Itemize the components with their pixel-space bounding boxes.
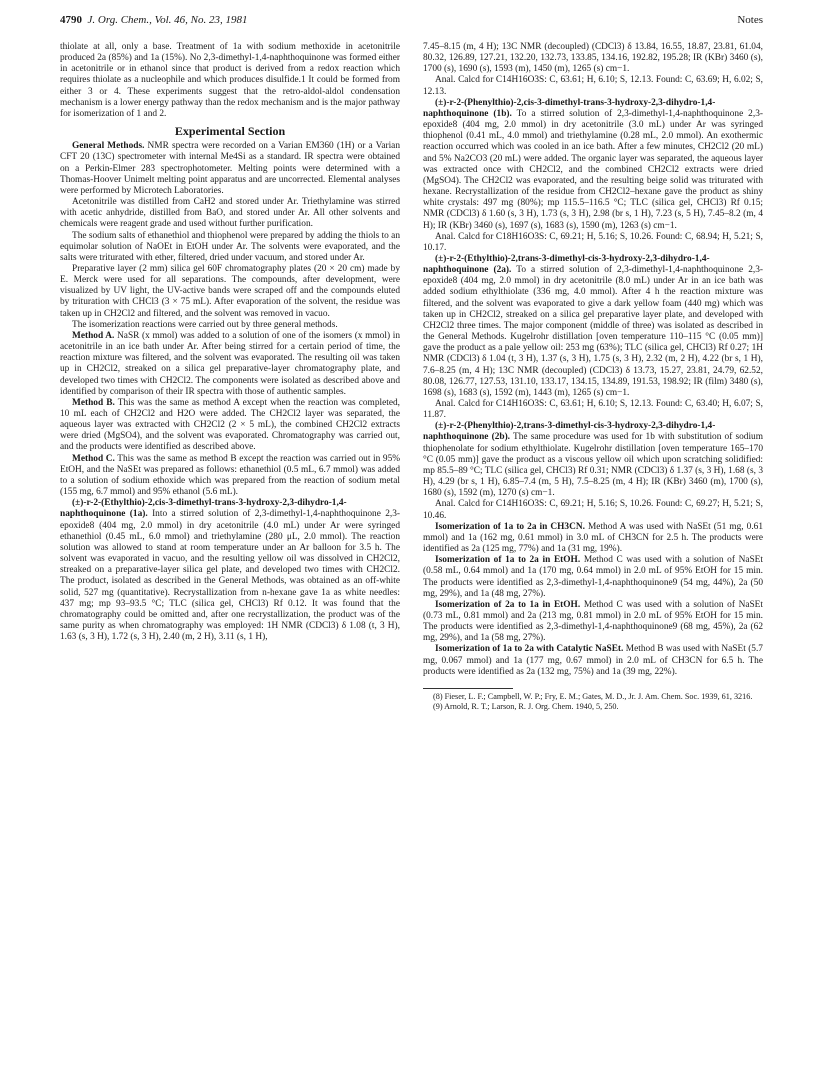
footnote-8: (8) Fieser, L. F.; Campbell, W. P.; Fry, E. M.; Gates, M. D., Jr. J. Am. Chem. Soc. 1939, 61, 3216. bbox=[433, 691, 753, 701]
paragraph-body: NaSR (x mmol) was added to a solution of one of the isomers (x mmol) in acetonitrile in an ice bath under Ar. After being stirred for a certain period of time, the reaction mixture was filtered, and the solvent was evaporated. The resulting oil was taken up in CH2Cl2, streaked on a silica gel preparative-layer chromatography plate, and developed two times with CH2Cl2. The components were isolated as described above and identified by comparison of their IR spectra with those of authentic samples. bbox=[60, 330, 401, 397]
paragraph-heading: Method A. bbox=[72, 330, 115, 341]
compound-1a-paragraph bbox=[60, 498, 400, 643]
analysis-1a: Anal. Calcd for C14H16O3S: C, 63.61; H, 6.10; S, 12.13. Found: C, 63.69; H, 6.02; S, 12.13. bbox=[423, 75, 763, 97]
running-head bbox=[60, 14, 248, 26]
footnote-divider bbox=[423, 688, 513, 689]
paragraph-body: To a stirred solution of 2,3-dimethyl-1,4-naphthoquinone 2,3-epoxide8 (404 mg, 2.0 mmol) in dry acetonitrile (8.0 mL) under Ar in an ice bath was added sodium ethylthiolate (336 mg, 4.0 mmol). After 4 h the reaction mixture was filtered, and the solvent was evaporated to give a dark yellow foam (440 mg) which was taken up in CH2Cl2, streaked on a silica gel preparative layer plate, and developed with CH2Cl2 three times. The major component (middle of three) was isolated as described in the General Methods. Kugelrohr distillation [oven temperature 110–115 °C (0.05 mm)] gave the product as a pale yellow oil: 253 mg (63%); TLC (silica gel, CHCl3) Rf 0.27; 1H NMR (CDCl3) δ 1.04 (t, 3 H), 1.37 (s, 3 H), 1.75 (s, 3 H), 2.32 (m, 2 H), 4.22 (br s, 1 H), 7.6–8.25 (m, 4 H); 13C NMR (decoupled) (CDCl3) δ 13.73, 15.27, 23.81, 24.79, 62.52, 80.08, 126.77, 127.53, 131.10, 133.17, 134.15, 134.89, 191.53, 198.92; IR (film) 3480 (s), 1698 (s), 1683 (s), 1592 (m), 1443 (m), 1265 (s) cm−1. bbox=[423, 265, 764, 398]
paragraph-body: Method C was used with a solution of NaSEt (0.73 mL, 0.81 mmol) and 2a (213 mg, 0.81 mmol) in 2.0 mL of 95% EtOH for 15 min. The products were identified as 2,3-dimethyl-1,4-naphthoquinone9 (68 mg, 45%), 2a (62 mg, 29%), and 1a (58 mg, 27%). bbox=[423, 599, 763, 644]
paragraph-body: This was the same as method B except the reaction was carried out in 95% EtOH, and the NaSEt was prepared as follows: ethanethiol (0.5 mL, 6.7 mmol) was added to a solution of sodium ethoxide which was prepared from the reaction of sodium metal (155 mg, 6.7 mmol) and 95% ethanol (5.6 mL). bbox=[60, 453, 401, 498]
paragraph-heading: Isomerization of 1a to 2a with Catalytic NaSEt. bbox=[435, 644, 624, 655]
compound-heading: (±)-r-2-(Ethylthio)-2,cis-3-dimethyl-trans-3-hydroxy-2,3-dihydro-1,4-naphthoquinone (1a). bbox=[60, 498, 347, 520]
paragraph-body: To a stirred solution of 2,3-dimethyl-1,4-naphthoquinone 2,3-epoxide8 (404 mg, 2.0 mmol) in dry acetonitrile (3.0 mL) under Ar was syringed thiophenol (0.41 mL, 4.0 mmol) and triethylamine (0.28 mL, 2.0 mmol). An exothermic reaction occurred which was cooled in an ice bath. After a few minutes, CH2Cl2 (20 mL) and 5% Na2CO3 (20 mL) were added. The organic layer was separated, the aqueous layer was extracted once with CH2Cl2, and the combined CH2Cl2 extracts were dried (MgSO4). The CH2Cl2 was evaporated, and the resulting beige solid was triturated with hexane. Recrystallization of the residue from CH2Cl2–hexane gave the product as shiny white crystals: 497 mg (80%); mp 115.5–116.5 °C; TLC (silica gel, CHCl3) Rf 0.15; NMR (CDCl3) δ 1.60 (s, 3 H), 1.73 (s, 3 H), 2.98 (br s, 1 H), 7.23 (s, 5 H), 7.45–8.2 (m, 4 H); IR (KBr) 3460 (s), 1697 (s), 1683 (s), 1590 (m), 1263 (s) cm−1. bbox=[423, 108, 763, 231]
paragraph-body: This was the same as method A except when the reaction was completed, 10 mL each of CH2Cl2 and H2O were added. The CH2Cl2 layer was separated, the aqueous layer was extracted with CH2Cl2 (2 × 5 mL), the combined CH2Cl2 extracts were dried (MgSO4), and the solvent was evaporated. Chromatography was carried out, and the products were identified as described above. bbox=[60, 397, 400, 453]
page-number: 4790 bbox=[60, 14, 82, 26]
footnote-9: (9) Arnold, R. T.; Larson, R. J. Org. Chem. 1940, 5, 250. bbox=[433, 701, 619, 711]
preparative-layer-paragraph: Preparative layer (2 mm) silica gel 60F chromatography plates (20 × 20 cm) made by E. Merck were used for all separations. The compounds, after development, were visualized by UV light, the UV-active bands were scraped off and the compounds eluted by trituration with CHCl3 (3 × 75 mL). After evaporation of the solvent, the residue was taken up in CH2Cl2 and filtered, and the solvent was removed in vacuo. bbox=[60, 263, 400, 319]
isomerization-3-paragraph bbox=[423, 600, 763, 645]
paragraph-heading: General Methods. bbox=[72, 141, 145, 152]
page-header bbox=[60, 14, 763, 32]
isomerization-4-paragraph bbox=[423, 644, 763, 677]
paragraph-body: Into a stirred solution of 2,3-dimethyl-1,4-naphthoquinone 2,3-epoxide8 (404 mg, 2.0 mmol) in dry acetonitrile (4.0 mL) under Ar were syringed ethanethiol (0.45 mL, 6.0 mmol) and triethylamine (280 μL, 2.0 mmol). The reaction solution was allowed to stand at room temperature under an Ar balloon for 3.5 h. The solvent was evaporated in vacuo, and the resulting yellow oil was dissolved in CH2Cl2, streaked on a preparative-layer silica gel plate, and developed two times with CH2Cl2. The product, isolated as described in the General Methods, was obtained as an off-white solid, 527 mg (quantitative). Recrystallization from n-hexane gave 1a as white needles: 437 mg; mp 93–93.5 °C; TLC (silica gel, CHCl3) Rf 0.12. It was found that the chromatography could be omitted and, after one recrystallization, the product was of the same purity as when chromatography was employed: 1H NMR (CDCl3) δ 1.08 (t, 3 H), 1.63 (s, 3 H), 1.72 (s, 3 H), 2.40 (m, 2 H), 3.11 (s, 1 H), bbox=[60, 509, 401, 643]
sodium-salts-paragraph: The sodium salts of ethanethiol and thiophenol were prepared by adding the thiols to an equimolar solution of NaOEt in EtOH under Ar. The solvents were evaporated, and the salts were triturated with ether, filtered, dried under vacuum, and stored under Ar. bbox=[60, 230, 400, 263]
method-b-paragraph bbox=[60, 398, 400, 454]
analysis-2b: Anal. Calcd for C14H16O3S: C, 69.21; H, 5.16; S, 10.26. Found: C, 69.27; H, 5.21; S, 10.46. bbox=[423, 499, 763, 521]
analysis-2a: Anal. Calcd for C14H16O3S: C, 63.61; H, 6.10; S, 12.13. Found: C, 63.40; H, 6.07; S, 11.87. bbox=[423, 399, 763, 421]
compound-1b-paragraph bbox=[423, 98, 763, 232]
footnotes bbox=[423, 692, 763, 711]
right-column bbox=[423, 42, 763, 711]
paragraph-body: Method B was used with NaSEt (5.7 mg, 0.067 mmol) and 1a (177 mg, 0.67 mmol) in 2.0 mL of CH3CN for 6.5 h. The products were identified as 2a (132 mg, 75%) and 1a (39 mg, 22%). bbox=[423, 644, 763, 677]
paragraph-heading: Method C. bbox=[72, 453, 115, 464]
isomerization-1-paragraph bbox=[423, 522, 763, 555]
paragraph-body: Method A was used with NaSEt (51 mg, 0.61 mmol) and 1a (162 mg, 0.61 mmol) in 3.0 mL of CH3CN for 2.5 h. The products were identified as 2a (125 mg, 77%) and 1a (31 mg, 19%). bbox=[423, 521, 763, 555]
method-c-paragraph bbox=[60, 454, 400, 499]
method-a-paragraph bbox=[60, 331, 400, 398]
isomerization-2-paragraph bbox=[423, 555, 763, 600]
paragraph-heading: Isomerization of 1a to 2a in CH3CN. bbox=[435, 521, 585, 532]
section-label: Notes bbox=[737, 14, 763, 26]
isomerization-methods-paragraph: The isomerization reactions were carried out by three general methods. bbox=[72, 319, 338, 330]
compound-2a-paragraph bbox=[423, 254, 763, 399]
paragraph-heading: Method B. bbox=[72, 397, 115, 408]
compound-heading: (±)-r-2-(Ethylthio)-2,trans-3-dimethyl-cis-3-hydroxy-2,3-dihydro-1,4-naphthoquinone (2a). bbox=[423, 253, 710, 276]
journal-citation: J. Org. Chem., Vol. 46, No. 23, 1981 bbox=[87, 14, 248, 26]
compound-1a-continued: 7.45–8.15 (m, 4 H); 13C NMR (decoupled) (CDCl3) δ 13.84, 16.55, 18.87, 23.81, 61.04, 80.32, 126.89, 127.21, 132.20, 132.73, 133.85, 134.16, 192.82, 195.28; IR (KBr) 3460 (s), 1700 (s), 1690 (s), 1593 (m), 1450 (m), 1265 (s) cm−1. bbox=[423, 42, 763, 75]
intro-paragraph: thiolate at all, only a base. Treatment of 1a with sodium methoxide in acetonitrile produced 2a (85%) and 1a (15%). No 2,3-dimethyl-1,4-naphthoquinone was formed either in acetonitrile or in ethanol since that product is derived from a redox reaction which requires thiolate as a nucleophile and which produces disulfide.1 It could be formed from either 3 or 4. These experiments suggest that the retro-aldol-aldol condensation mechanism is a lower energy pathway than the redox mechanism and is the major pathway for isomerization of 1 and 2. bbox=[60, 42, 400, 119]
acetonitrile-paragraph: Acetonitrile was distilled from CaH2 and stored under Ar. Triethylamine was stirred with acetic anhydride, distilled from BaO, and stored under Ar. All other solvents and chemicals were reagent grade and used without further purification. bbox=[60, 197, 400, 230]
paragraph-heading: Isomerization of 2a to 1a in EtOH. bbox=[435, 599, 581, 610]
compound-heading: (±)-r-2-(Phenylthio)-2,cis-3-dimethyl-trans-3-hydroxy-2,3-dihydro-1,4-naphthoquinone (1b). bbox=[423, 97, 716, 119]
compound-heading: (±)-r-2-(Phenylthio)-2,trans-3-dimethyl-cis-3-hydroxy-2,3-dihydro-1,4-naphthoquinone (2b). bbox=[423, 421, 716, 443]
paragraph-body: The same procedure was used for 1b with substitution of sodium thiophenolate for sodium ethylthiolate. Kugelrohr distillation [oven temperature 165–170 °C (0.05 mm)] gave the product as a viscous yellow oil which upon scratching solidified: mp 85.5–89 °C; TLC (silica gel, CHCl3) Rf 0.31; NMR (CDCl3) δ 1.37 (s, 3 H), 1.68 (s, 3 H), 4.29 (br s, 1 H), 6.85–7.4 (m, 5 H), 7.5–8.25 (m, 4 H); IR (KBr) 3460 (m), 1700 (s), 1680 (s), 1592 (m), 1270 (s) cm−1. bbox=[423, 432, 763, 499]
paragraph-body: Method C was used with a solution of NaSEt (0.58 mL, 0.64 mmol) and 1a (170 mg, 0.64 mmol) in 2.0 mL of 95% EtOH for 15 min. The products were identified as 2,3-dimethyl-1,4-naphthoquinone9 (54 mg, 44%), 2a (50 mg, 29%), and 1a (48 mg, 27%). bbox=[423, 555, 763, 599]
analysis-1b: Anal. Calcd for C18H16O3S: C, 69.21; H, 5.16; S, 10.26. Found: C, 68.94; H, 5.21; S, 10.17. bbox=[423, 231, 763, 253]
paragraph-heading: Isomerization of 1a to 2a in EtOH. bbox=[435, 555, 581, 566]
compound-2b-paragraph bbox=[423, 421, 763, 499]
general-methods-paragraph bbox=[60, 141, 400, 197]
section-heading: Experimental Section bbox=[174, 124, 286, 139]
left-column bbox=[60, 42, 400, 643]
paragraph-body: NMR spectra were recorded on a Varian EM360 (1H) or a Varian CFT 20 (13C) spectrometer with internal Me4Si as a standard. IR spectra were obtained on a Perkin-Elmer 283 spectrophotometer. Melting points were determined with a Thomas-Hoover Unimelt melting point apparatus and are uncorrected. Elemental analyses were performed by Microtech Laboratories. bbox=[60, 141, 400, 196]
